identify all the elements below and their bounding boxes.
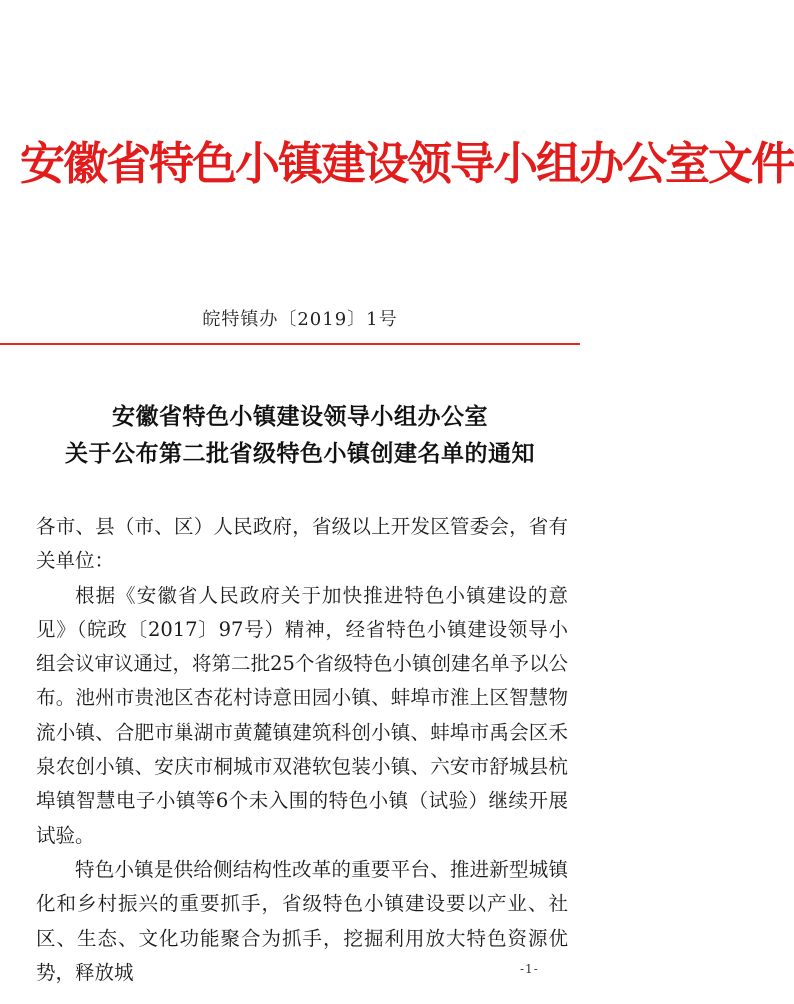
red-divider-rule — [0, 343, 580, 345]
body-paragraph-2: 特色小镇是供给侧结构性改革的重要平台、推进新型城镇化和乡村振兴的重要抓手，省级特色小镇建设要以产业、社区、生态、文化功能聚合为抓手，挖掘利用放大特色资源优势，释放城 — [36, 857, 568, 984]
page-number: -1- — [520, 962, 539, 976]
salutation: 各市、县（市、区）人民政府，省级以上开发区管委会，省有关单位： — [36, 515, 568, 573]
document-body — [36, 510, 568, 990]
notice-title — [0, 398, 600, 472]
issuing-authority-title: 安徽省特色小镇建设领导小组办公室文件 — [20, 137, 794, 190]
document-number: 皖特镇办〔2019〕1号 — [202, 309, 398, 330]
notice-title-line-2: 关于公布第二批省级特色小镇创建名单的通知 — [65, 440, 535, 467]
body-paragraph-1: 根据《安徽省人民政府关于加快推进特色小镇建设的意见》（皖政〔2017〕97号）精神，经省特色小镇建设领导小组会议审议通过，将第二批25个省级特色小镇创建名单予以公布。池州市贵池区杏花村诗意田园小镇、蚌埠市淮上区智慧物流小镇、合肥市巢湖市黄麓镇建筑科创小镇、蚌埠市禹会区禾泉农创小镇、安庆市桐城市双港软包装小镇、六安市舒城县杭埠镇智慧电子小镇等6个未入围的特色小镇（试验）继续开展试验。 — [36, 583, 568, 847]
notice-title-line-1: 安徽省特色小镇建设领导小组办公室 — [112, 403, 488, 430]
